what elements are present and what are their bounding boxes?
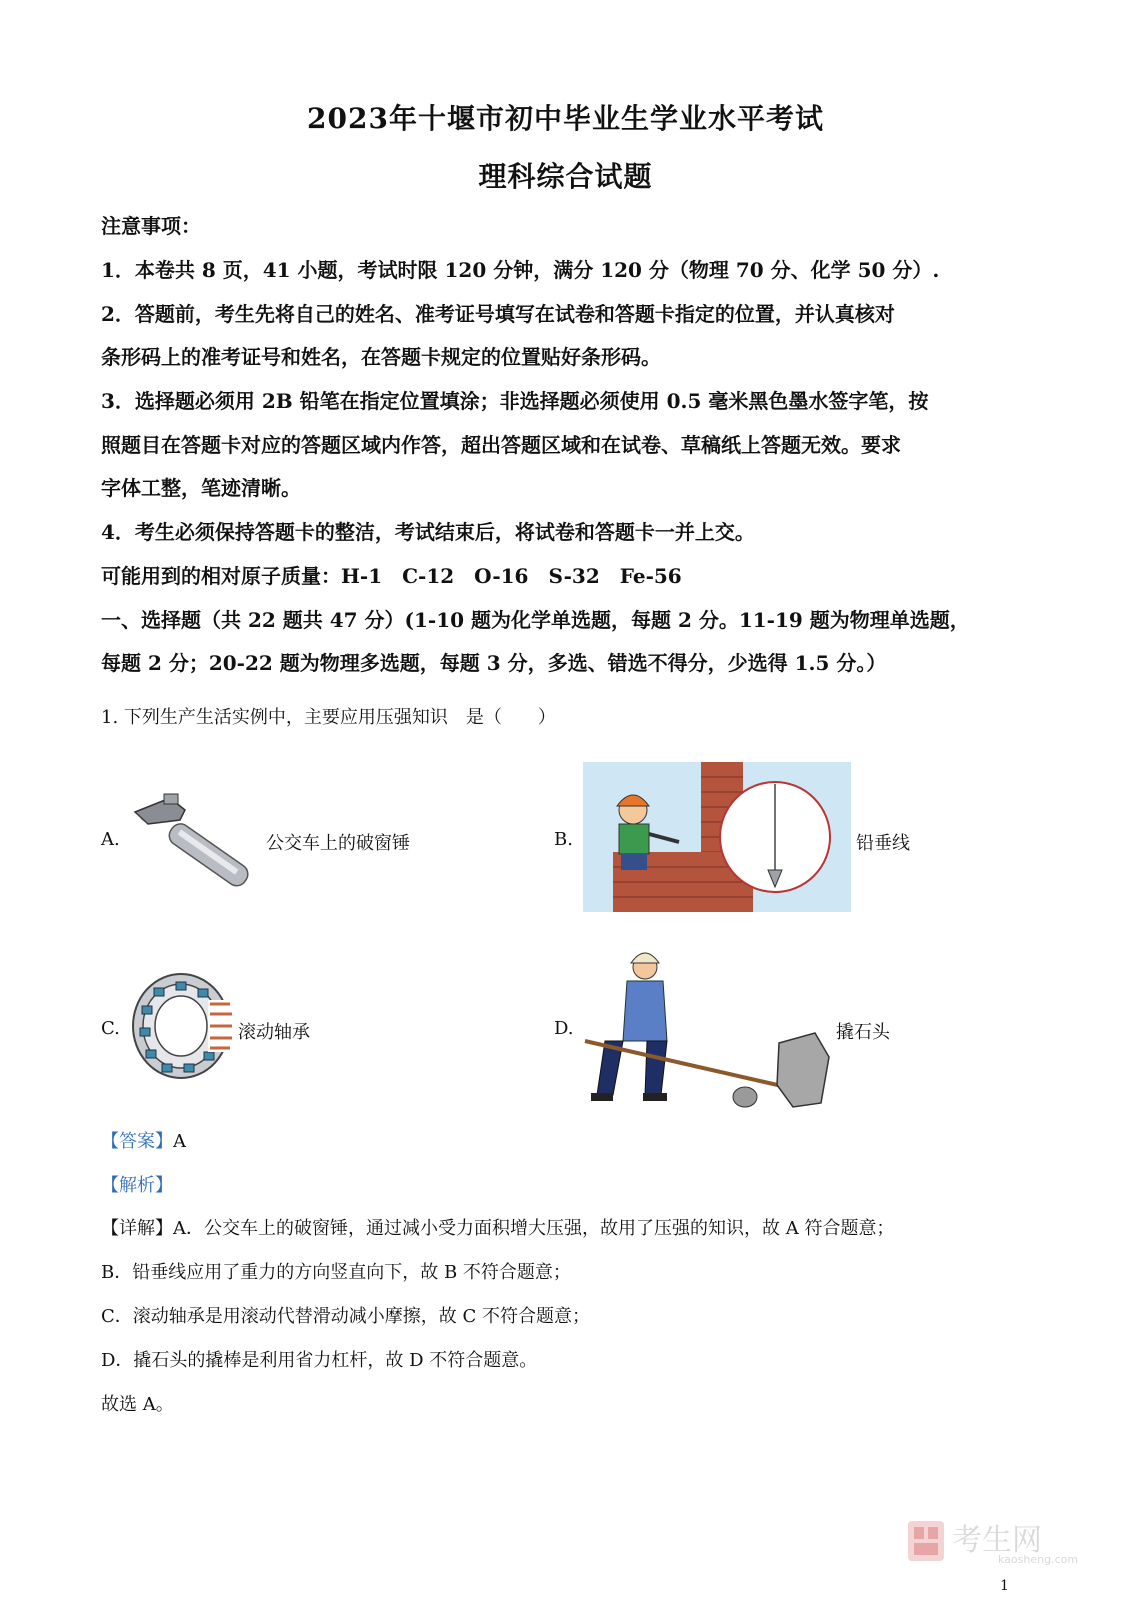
exam-subtitle: 理科综合试题 <box>478 160 653 193</box>
watermark-logo-icon <box>906 1519 946 1563</box>
notice-heading: 注意事项： <box>101 214 201 238</box>
notice-item: 条形码上的准考证号和姓名，在答题卡规定的位置贴好条形码。 <box>101 345 661 369</box>
plumb-line-illustration <box>583 762 851 912</box>
option-a-caption: 公交车上的破窗锤 <box>266 833 410 854</box>
page-number: 1 <box>1000 1578 1009 1594</box>
answer-line <box>101 1127 186 1153</box>
option-a-letter: A. <box>101 829 120 850</box>
option-d-caption: 撬石头 <box>836 1022 890 1043</box>
detail-line: B．铅垂线应用了重力的方向竖直向下，故 B 不符合题意； <box>101 1262 571 1283</box>
watermark <box>906 1515 1086 1575</box>
option-c-caption: 滚动轴承 <box>238 1022 310 1043</box>
detail-line: D．撬石头的撬棒是利用省力杠杆，故 D 不符合题意。 <box>101 1350 538 1371</box>
watermark-url: kaosheng.com <box>998 1553 1079 1566</box>
option-d-letter: D. <box>554 1018 574 1039</box>
answer-value: A <box>173 1131 186 1152</box>
detail-text: A．公交车上的破窗锤，通过减小受力面积增大压强，故用了压强的知识，故 A 符合题意； <box>173 1218 895 1239</box>
answer-label: 【答案】 <box>101 1131 173 1152</box>
hammer-illustration <box>130 790 270 900</box>
notice-item: 照题目在答题卡对应的答题区域内作答，超出答题区域和在试卷、草稿纸上答题无效。要求 <box>101 433 901 457</box>
detail-label: 【详解】 <box>101 1218 173 1239</box>
exam-title: 2023年十堰市初中毕业生学业水平考试 <box>307 102 824 135</box>
section-header: 一、选择题（共 22 题共 47 分）(1-10 题为化学单选题，每题 2 分。11-19 题为物理单选题， <box>101 608 970 632</box>
watermark-brand: 考生网 <box>952 1523 1042 1558</box>
notice-item: 4．考生必须保持答题卡的整洁，考试结束后，将试卷和答题卡一并上交。 <box>101 520 755 544</box>
bearing-illustration <box>126 970 238 1082</box>
notice-item: 2．答题前，考生先将自己的姓名、准考证号填写在试卷和答题卡指定的位置，并认真核对 <box>101 302 895 326</box>
analysis-label: 【解析】 <box>101 1175 173 1196</box>
notice-item: 3．选择题必须用 2B 铅笔在指定位置填涂；非选择题必须使用 0.5 毫米黑色墨水签字笔，按 <box>101 389 929 413</box>
option-c-letter: C. <box>101 1018 120 1039</box>
lever-illustration <box>583 945 833 1110</box>
option-b-caption: 铅垂线 <box>856 833 910 854</box>
atomic-mass-line: 可能用到的相对原子质量：H-1 C-12 O-16 S-32 Fe-56 <box>101 564 682 588</box>
section-header: 每题 2 分；20-22 题为物理多选题，每题 3 分，多选、错选不得分，少选得 1.5 分。） <box>101 651 887 675</box>
detail-line <box>101 1214 894 1240</box>
notice-item: 1．本卷共 8 页，41 小题，考试时限 120 分钟，满分 120 分（物理 70 分、化学 50 分）. <box>101 258 940 282</box>
question-stem: 1. 下列生产生活实例中，主要应用压强知识 是（ ） <box>101 707 556 728</box>
conclusion-line: 故选 A。 <box>101 1394 174 1415</box>
notice-item: 字体工整，笔迹清晰。 <box>101 476 301 500</box>
detail-line: C．滚动轴承是用滚动代替滑动减小摩擦，故 C 不符合题意； <box>101 1306 590 1327</box>
option-b-letter: B. <box>554 829 573 850</box>
